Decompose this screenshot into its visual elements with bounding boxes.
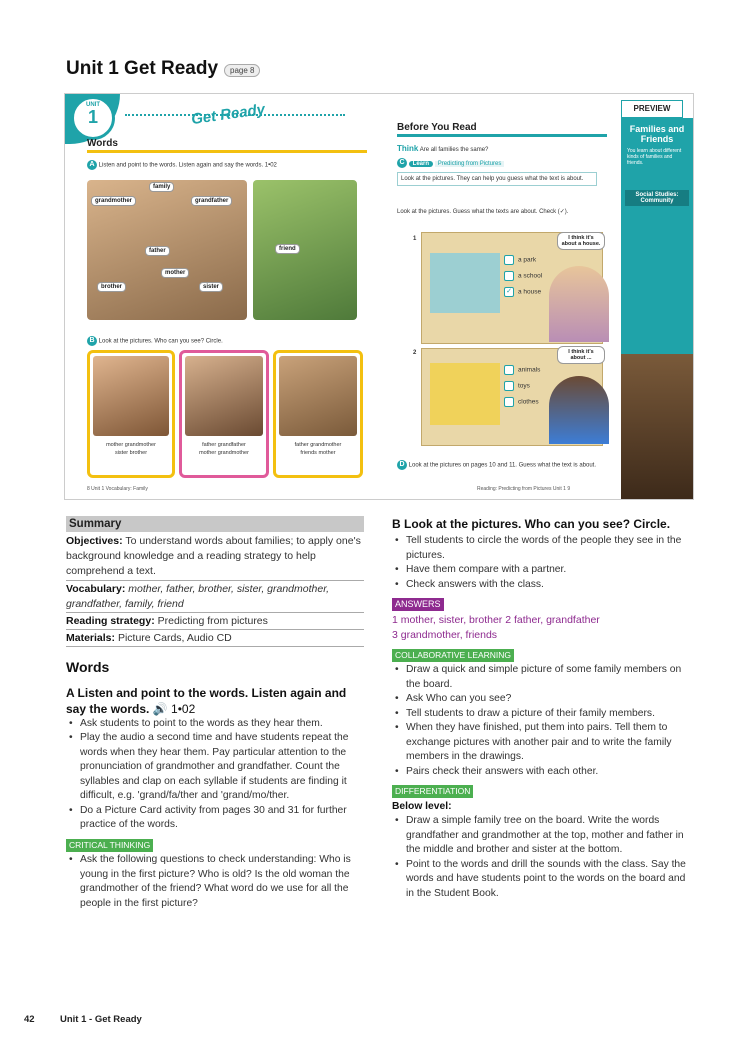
list-item: • Pairs check their answers with each other. bbox=[406, 765, 692, 780]
audio-ref: 1•02 bbox=[264, 162, 277, 169]
caption-2: father grandfather mother grandmother bbox=[199, 442, 249, 456]
label-brother: brother bbox=[97, 282, 126, 292]
learn-topic: Predicting from Pictures bbox=[435, 161, 505, 167]
unit-number: 1 bbox=[87, 107, 98, 127]
collaborative-tag: COLLABORATIVE LEARNING bbox=[392, 649, 514, 662]
list-item: • Tell students to draw a picture of their family members. bbox=[406, 707, 692, 722]
b-section bbox=[392, 516, 692, 901]
caption-1: mother grandmother sister brother bbox=[106, 442, 156, 456]
audio-track: 1•02 bbox=[171, 701, 196, 716]
summary-vocabulary: Vocabulary: mother, father, brother, sister, grandmother, grandfather, family, friend bbox=[66, 582, 364, 613]
page-number: 42 bbox=[24, 1014, 35, 1025]
answers-tag: ANSWERS bbox=[392, 598, 444, 611]
summary-objectives: Objectives: To understand words about families; to apply one's background knowledge and a reading strategy to help comprehend a text. bbox=[66, 534, 364, 581]
diff-bullets bbox=[392, 814, 692, 901]
summary-strategy: Reading strategy: Predicting from pictures bbox=[66, 614, 364, 630]
c-badge: C bbox=[397, 158, 407, 168]
spread-words-heading: Words bbox=[87, 138, 118, 149]
learn-text: Look at the pictures. They can help you guess what the text is about. bbox=[397, 172, 597, 186]
guess-instruction: Look at the pictures. Guess what the texts are about. Check (✓). bbox=[397, 209, 569, 215]
list-item: • Point to the words and drill the sounds with the class. Say the words and have students point to the words on the board and in the Student Book. bbox=[406, 858, 692, 902]
b-heading: B Look at the pictures. Who can you see? Circle. bbox=[392, 517, 671, 531]
caption-3: father grandmother friends mother bbox=[294, 442, 342, 456]
answers-line-2: 3 grandmother, friends bbox=[392, 628, 498, 641]
girl-image bbox=[549, 266, 609, 342]
list-item: • Have them compare with a partner. bbox=[406, 563, 692, 578]
words-section bbox=[66, 660, 364, 911]
think-question: Are all families the same? bbox=[419, 147, 489, 153]
picture-frame-1 bbox=[87, 350, 175, 478]
families-friends-title: Families and Friends bbox=[629, 124, 685, 144]
option-clothes[interactable]: clothes bbox=[504, 397, 539, 407]
below-level-label: Below level: bbox=[392, 800, 452, 812]
sidebar-family-photo bbox=[621, 354, 693, 499]
summary-heading: Summary bbox=[66, 516, 364, 532]
picture-frame-2 bbox=[179, 350, 269, 478]
speech-bubble-2: I think it's about ... bbox=[557, 346, 605, 364]
left-page-footer: 8 Unit 1 Vocabulary: Family bbox=[87, 486, 148, 492]
learn-box bbox=[397, 158, 597, 186]
page-tag: page 8 bbox=[224, 64, 260, 77]
preview-label: PREVIEW bbox=[621, 100, 683, 118]
footer-unit: Unit 1 - Get Ready bbox=[60, 1014, 142, 1025]
item-2-number: 2 bbox=[413, 350, 417, 356]
instruction-b-text: Look at the pictures. Who can you see? Circle. bbox=[98, 338, 223, 345]
student-book-spread bbox=[64, 93, 694, 500]
d-badge: D bbox=[397, 460, 407, 470]
label-grandfather: grandfather bbox=[191, 196, 232, 206]
b-bullets bbox=[392, 534, 692, 592]
instruction-b bbox=[87, 336, 367, 346]
color-bar bbox=[87, 150, 367, 153]
label-family: family bbox=[149, 182, 174, 192]
instruction-d bbox=[397, 460, 597, 470]
a-heading: A Listen and point to the words. Listen again and say the words. 🔊 1•02 bbox=[66, 685, 347, 716]
label-friend: friend bbox=[275, 244, 300, 254]
list-item: • When they have finished, put them into pairs. Tell them to exchange pictures with another pair and to write the family members in the drawings. bbox=[406, 721, 692, 765]
list-item: • Do a Picture Card activity from pages 30 and 31 for further practice of the words. bbox=[80, 804, 364, 833]
list-item: • Draw a quick and simple picture of some family members on the board. bbox=[406, 663, 692, 692]
option-toys[interactable]: toys bbox=[504, 381, 530, 391]
instruction-a bbox=[87, 160, 367, 170]
label-father: father bbox=[145, 246, 170, 256]
label-mother: mother bbox=[161, 268, 189, 278]
learn-label: Learn bbox=[409, 161, 433, 167]
a-bullets bbox=[66, 717, 364, 833]
b-badge: B bbox=[87, 336, 97, 346]
list-item: • Tell students to circle the words of the people they see in the pictures. bbox=[406, 534, 692, 563]
speech-bubble-1: I think it's about a house. bbox=[557, 232, 605, 250]
option-animals[interactable]: animals bbox=[504, 365, 540, 375]
get-ready-title: Get Ready bbox=[190, 100, 267, 129]
families-friends-text: You learn about different kinds of families and friends. bbox=[627, 148, 682, 166]
answers-line-1: 1 mother, sister, brother 2 father, grandfather bbox=[392, 613, 600, 626]
list-item: • Ask Who can you see? bbox=[406, 692, 692, 707]
list-item: • Ask the following questions to check understanding: Who is young in the first picture? Who is old? Is the old woman the grandmother of the friend? What word do we use for all the people in the first picture? bbox=[80, 853, 364, 911]
toys-picture bbox=[430, 363, 500, 425]
option-park[interactable]: a park bbox=[504, 255, 536, 265]
a-badge: A bbox=[87, 160, 97, 170]
list-item: • Check answers with the class. bbox=[406, 578, 692, 593]
think-row bbox=[397, 144, 488, 153]
audio-icon: 🔊 bbox=[152, 701, 168, 716]
option-house[interactable]: ✓ a house bbox=[504, 287, 541, 297]
label-sister: sister bbox=[199, 282, 223, 292]
collab-bullets bbox=[392, 663, 692, 779]
list-item: • Draw a simple family tree on the board. Write the words grandfather and grandmother at the top, mother and father in the middle and brother and sister at the bottom. bbox=[406, 814, 692, 858]
critical-bullets bbox=[66, 853, 364, 911]
summary-materials: Materials: Picture Cards, Audio CD bbox=[66, 631, 364, 647]
family-photo bbox=[87, 180, 247, 320]
boy-image bbox=[549, 376, 609, 444]
instruction-d-text: Look at the pictures on pages 10 and 11. Guess what the text is about. bbox=[408, 462, 597, 469]
page-title: Unit 1 Get Ready bbox=[66, 58, 219, 79]
picture-frame-3 bbox=[273, 350, 363, 478]
list-item: • Ask students to point to the words as they hear them. bbox=[80, 717, 364, 732]
words-heading: Words bbox=[66, 659, 110, 675]
list-item: • Play the audio a second time and have students repeat the words when they hear them. Pay particular attention to the pronunciation of grandmother and grandfather. Count the syllables and clap on each syllable if students are finding it difficult, e.g. 'grand/fa/ther and 'grand/mo/ther. bbox=[80, 731, 364, 804]
instruction-a-text: Listen and point to the words. Listen again and say the words. bbox=[98, 162, 264, 169]
before-you-read: Before You Read bbox=[397, 122, 477, 133]
critical-thinking-tag: CRITICAL THINKING bbox=[66, 839, 153, 852]
think-label: Think bbox=[397, 144, 419, 153]
option-school[interactable]: a school bbox=[504, 271, 542, 281]
before-read-bar bbox=[397, 134, 607, 137]
differentiation-tag: DIFFERENTIATION bbox=[392, 785, 473, 798]
unit-label: UNIT bbox=[86, 102, 100, 108]
friends-photo bbox=[253, 180, 357, 320]
label-grandmother: grandmother bbox=[91, 196, 136, 206]
right-page-footer: Reading: Predicting from Pictures Unit 1 9 bbox=[477, 486, 571, 492]
unit-circle bbox=[71, 96, 115, 140]
social-studies-label: Social Studies: Community bbox=[625, 190, 689, 206]
item-1-number: 1 bbox=[413, 236, 417, 242]
house-picture bbox=[430, 253, 500, 313]
